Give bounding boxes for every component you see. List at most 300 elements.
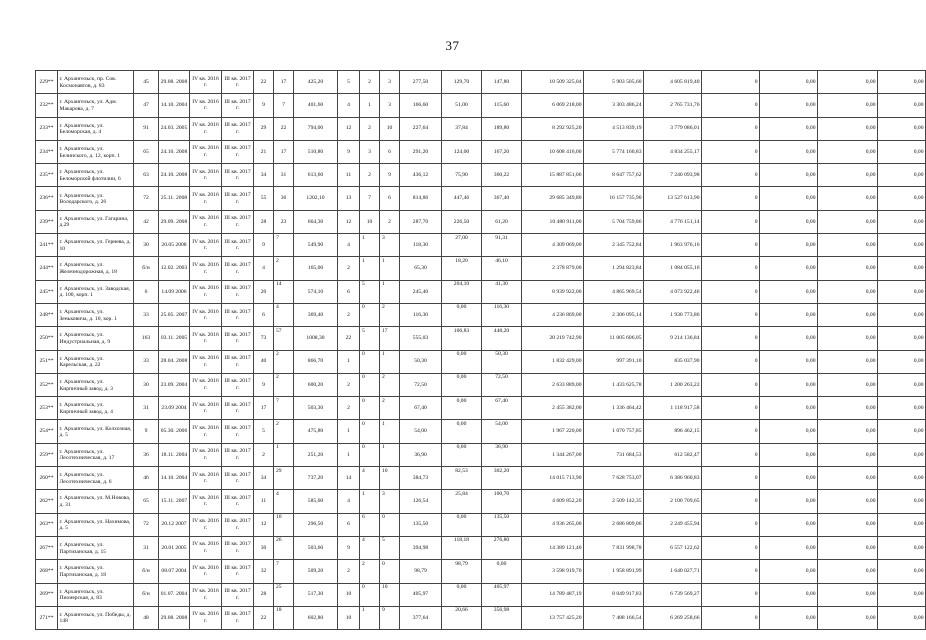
cell-c5: III кв. 2017 г. xyxy=(222,71,254,94)
cell-c11 xyxy=(380,373,400,396)
row-number: 248** xyxy=(36,303,58,326)
cell-c7-top: 25 xyxy=(276,584,282,591)
cell-c8: 517,30 xyxy=(294,583,338,606)
cell-c9: 2 xyxy=(338,560,360,583)
cell-c18: 0 xyxy=(702,257,760,280)
cell-c13-top: 98,79 xyxy=(455,560,468,567)
table-row xyxy=(36,234,926,257)
cell-c13-bottom xyxy=(442,598,481,605)
cell-c9: 1 xyxy=(338,443,360,466)
cell-c7-top: 10 xyxy=(276,514,282,521)
cell-c20: 0,00 xyxy=(818,117,878,140)
cell-c18: 0 xyxy=(702,117,760,140)
cell-c18: 0 xyxy=(702,560,760,583)
cell-c21: 0,00 xyxy=(878,140,926,163)
cell-c18: 0 xyxy=(702,234,760,257)
cell-c6: 28 xyxy=(254,210,274,233)
cell-c21: 0,00 xyxy=(878,397,926,420)
cell-c13-top: 0,00 xyxy=(456,584,467,591)
cell-c3: 01.07. 2004 xyxy=(159,583,190,606)
cell-c19: 0,00 xyxy=(760,71,818,94)
cell-c12: 65,30 xyxy=(400,257,442,280)
cell-c15: 8 292 925,20 xyxy=(522,117,584,140)
cell-c11-bottom xyxy=(380,342,399,349)
row-number: 267** xyxy=(36,536,58,559)
cell-c20: 0,00 xyxy=(818,606,878,629)
cell-c7-top: 57 xyxy=(276,327,282,334)
cell-c6: 30 xyxy=(254,536,274,559)
cell-c10 xyxy=(360,443,380,466)
cell-c17: 1 084 055,16 xyxy=(644,257,702,280)
cell-c5: III кв. 2017 г. xyxy=(222,583,254,606)
cell-c20: 0,00 xyxy=(818,187,878,210)
cell-c16: 731 684,53 xyxy=(584,443,644,466)
cell-c10: 3 xyxy=(360,140,380,163)
cell-c4: IV кв. 2016 г. xyxy=(190,303,222,326)
cell-c10: 1 xyxy=(360,94,380,117)
cell-c16: 7 488 166,54 xyxy=(584,606,644,629)
cell-c10-top: 1 xyxy=(362,490,365,497)
cell-c17: 1 963 976,16 xyxy=(644,234,702,257)
cell-c7: 7 xyxy=(274,94,294,117)
cell-c13-bottom xyxy=(442,622,481,629)
cell-c17: 1 200 263,22 xyxy=(644,373,702,396)
cell-c9: 14 xyxy=(338,467,360,490)
cell-c10 xyxy=(360,234,380,257)
cell-c14 xyxy=(482,420,522,443)
cell-c13-top: 118,18 xyxy=(453,537,470,544)
cell-c12: 72,50 xyxy=(400,373,442,396)
cell-c19: 0,00 xyxy=(760,257,818,280)
cell-c10-bottom xyxy=(360,528,379,535)
cell-c2: 30 xyxy=(134,373,159,396)
cell-c14-bottom xyxy=(482,295,521,302)
cell-c21: 0,00 xyxy=(878,94,926,117)
cell-c4: IV кв. 2016 г. xyxy=(190,327,222,350)
cell-c11-bottom xyxy=(380,319,399,326)
cell-c10-top: 1 xyxy=(362,234,365,241)
cell-c6: 55 xyxy=(254,187,274,210)
cell-c17: 835 037,90 xyxy=(644,350,702,373)
table-row xyxy=(36,327,926,350)
cell-c7-top: 2 xyxy=(276,351,279,358)
cell-c14-top: 91,31 xyxy=(495,234,508,241)
cell-c2: 6 xyxy=(134,280,159,303)
cell-c10-bottom xyxy=(360,342,379,349)
cell-c11-top: 2 xyxy=(382,374,385,381)
cell-c13-top: 0,00 xyxy=(456,514,467,521)
cell-c14-bottom xyxy=(482,435,521,442)
cell-c11-bottom xyxy=(380,622,399,629)
cell-c13-bottom xyxy=(442,272,481,279)
cell-c10-top: 0 xyxy=(362,351,365,358)
row-number: 244** xyxy=(36,257,58,280)
row-number: 234** xyxy=(36,140,58,163)
table-row xyxy=(36,117,926,140)
cell-c5: III кв. 2017 г. xyxy=(222,373,254,396)
cell-c14-bottom xyxy=(482,365,521,372)
table-row xyxy=(36,560,926,583)
cell-c11-top: 1 xyxy=(382,257,385,264)
cell-c13 xyxy=(442,443,482,466)
cell-c20: 0,00 xyxy=(818,257,878,280)
cell-c9: 13 xyxy=(338,187,360,210)
cell-c18: 0 xyxy=(702,164,760,187)
cell-c7-bottom xyxy=(274,342,293,349)
cell-c13-top: 20,66 xyxy=(455,607,468,614)
cell-c15: 10 480 911,00 xyxy=(522,210,584,233)
cell-c12: 814,86 xyxy=(400,187,442,210)
table-row xyxy=(36,513,926,536)
cell-c20: 0,00 xyxy=(818,140,878,163)
cell-c7-bottom xyxy=(274,365,293,372)
cell-c10-bottom xyxy=(360,295,379,302)
cell-c7-top: 29 xyxy=(276,467,282,474)
cell-c15: 14 389 121,40 xyxy=(522,536,584,559)
cell-c2: б/н xyxy=(134,583,159,606)
cell-c14-bottom xyxy=(482,459,521,466)
cell-c11-bottom xyxy=(380,272,399,279)
cell-c10-bottom xyxy=(360,598,379,605)
table-row xyxy=(36,71,926,94)
cell-c8: 369,40 xyxy=(294,303,338,326)
cell-c4: IV кв. 2016 г. xyxy=(190,210,222,233)
cell-c16: 4 513 839,19 xyxy=(584,117,644,140)
cell-c11 xyxy=(380,467,400,490)
cell-c3: 29.09. 2008 xyxy=(159,210,190,233)
address-cell: г. Архангельск, ул. Володарского, д. 26 xyxy=(58,187,134,210)
cell-c12: 166,60 xyxy=(400,94,442,117)
cell-c3: 20.01 2005 xyxy=(159,536,190,559)
cell-c14: 189,80 xyxy=(482,117,522,140)
cell-c14-bottom xyxy=(482,389,521,396)
cell-c9: 2 xyxy=(338,397,360,420)
cell-c18: 0 xyxy=(702,583,760,606)
address-cell: г. Архангельск, ул. Колхозная, д. 5 xyxy=(58,420,134,443)
cell-c14-top: 0,00 xyxy=(496,560,507,567)
cell-c11-bottom xyxy=(380,249,399,256)
address-cell: г. Архангельск, ул. Белинского, д. 12, корп. 1 xyxy=(58,140,134,163)
cell-c19: 0,00 xyxy=(760,117,818,140)
cell-c14: 167,20 xyxy=(482,140,522,163)
cell-c12: 555,03 xyxy=(400,327,442,350)
cell-c4: IV кв. 2016 г. xyxy=(190,350,222,373)
cell-c19: 0,00 xyxy=(760,94,818,117)
cell-c17: 1 640 027,71 xyxy=(644,560,702,583)
address-cell: г. Архангельск, ул. Гернева, д. 10 xyxy=(58,234,134,257)
cell-c13-top: 0,00 xyxy=(456,397,467,404)
cell-c7-bottom xyxy=(274,319,293,326)
cell-c3: 05.30. 2006 xyxy=(159,420,190,443)
cell-c12: 436,12 xyxy=(400,164,442,187)
cell-c12: 54,00 xyxy=(400,420,442,443)
cell-c18: 0 xyxy=(702,327,760,350)
cell-c13-bottom xyxy=(442,552,481,559)
cell-c19: 0,00 xyxy=(760,560,818,583)
cell-c10-bottom xyxy=(360,412,379,419)
table-row xyxy=(36,583,926,606)
cell-c3: 24.03. 2005 xyxy=(159,117,190,140)
cell-c14 xyxy=(482,303,522,326)
table-row xyxy=(36,467,926,490)
cell-c5: III кв. 2017 г. xyxy=(222,117,254,140)
cell-c6: 2 xyxy=(254,443,274,466)
table-row xyxy=(36,94,926,117)
cell-c8: 165,00 xyxy=(294,257,338,280)
row-number: 260** xyxy=(36,467,58,490)
cell-c3: 03.11. 2005 xyxy=(159,327,190,350)
cell-c14 xyxy=(482,560,522,583)
cell-c20: 0,00 xyxy=(818,94,878,117)
cell-c11 xyxy=(380,327,400,350)
cell-c10-top: 0 xyxy=(362,420,365,427)
cell-c14-bottom xyxy=(482,575,521,582)
cell-c8: 549,90 xyxy=(294,234,338,257)
cell-c6: 20 xyxy=(254,280,274,303)
cell-c2: 163 xyxy=(134,327,159,350)
cell-c7 xyxy=(274,606,294,629)
cell-c20: 0,00 xyxy=(818,280,878,303)
cell-c14 xyxy=(482,373,522,396)
cell-c8: 1008,30 xyxy=(294,327,338,350)
cell-c21: 0,00 xyxy=(878,234,926,257)
row-number: 245** xyxy=(36,280,58,303)
cell-c14 xyxy=(482,257,522,280)
cell-c8: 794,00 xyxy=(294,117,338,140)
cell-c16: 2 306 095,14 xyxy=(584,303,644,326)
cell-c15: 10 509 325,04 xyxy=(522,71,584,94)
cell-c10 xyxy=(360,280,380,303)
cell-c2: 72 xyxy=(134,187,159,210)
cell-c13: 75,90 xyxy=(442,164,482,187)
cell-c20: 0,00 xyxy=(818,397,878,420)
cell-c14: 61,20 xyxy=(482,210,522,233)
cell-c13-top: 82,53 xyxy=(455,467,468,474)
cell-c14-bottom xyxy=(482,319,521,326)
cell-c7-bottom xyxy=(274,249,293,256)
cell-c17: 6 739 569,27 xyxy=(644,583,702,606)
cell-c16: 8 647 757,62 xyxy=(584,164,644,187)
table-row xyxy=(36,280,926,303)
cell-c11-top: 17 xyxy=(382,327,388,334)
cell-c4: IV кв. 2016 г. xyxy=(190,140,222,163)
cell-c4: IV кв. 2016 г. xyxy=(190,420,222,443)
cell-c9: 2 xyxy=(338,303,360,326)
cell-c13: 37,84 xyxy=(442,117,482,140)
cell-c7-bottom xyxy=(274,389,293,396)
cell-c4: IV кв. 2016 г. xyxy=(190,94,222,117)
cell-c11: 6 xyxy=(380,187,400,210)
cell-c7-top: 26 xyxy=(276,537,282,544)
cell-c9: 1 xyxy=(338,350,360,373)
cell-c21: 0,00 xyxy=(878,467,926,490)
cell-c2: 31 xyxy=(134,397,159,420)
cell-c10-bottom xyxy=(360,459,379,466)
cell-c13 xyxy=(442,490,482,513)
cell-c10: 2 xyxy=(360,71,380,94)
cell-c17: 4 605 819,40 xyxy=(644,71,702,94)
cell-c10-top: 0 xyxy=(362,374,365,381)
cell-c2: 91 xyxy=(134,117,159,140)
cell-c13-bottom xyxy=(442,389,481,396)
cell-c18: 0 xyxy=(702,350,760,373)
cell-c18: 0 xyxy=(702,140,760,163)
cell-c18: 0 xyxy=(702,303,760,326)
address-cell: г. Архангельск, ул. Партизанская, д. 15 xyxy=(58,536,134,559)
cell-c14-bottom xyxy=(482,528,521,535)
cell-c3: 24.10. 2008 xyxy=(159,164,190,187)
cell-c16: 2 345 752,84 xyxy=(584,234,644,257)
cell-c12: 227,64 xyxy=(400,117,442,140)
cell-c15: 2 378 879,00 xyxy=(522,257,584,280)
cell-c10-bottom xyxy=(360,552,379,559)
cell-c11-bottom xyxy=(380,505,399,512)
cell-c14 xyxy=(482,443,522,466)
cell-c11 xyxy=(380,234,400,257)
cell-c16: 997 391,10 xyxy=(584,350,644,373)
cell-c11-bottom xyxy=(380,482,399,489)
cell-c11-top: 1 xyxy=(382,351,385,358)
cell-c13 xyxy=(442,583,482,606)
cell-c11-bottom xyxy=(380,365,399,372)
cell-c12: 36,90 xyxy=(400,443,442,466)
address-cell: г. Архангельск, ул. Карельская, д. 22 xyxy=(58,350,134,373)
cell-c8: 602,80 xyxy=(294,606,338,629)
cell-c14-bottom xyxy=(482,622,521,629)
cell-c14-bottom xyxy=(482,598,521,605)
cell-c5: III кв. 2017 г. xyxy=(222,606,254,629)
cell-c11-top: 3 xyxy=(382,490,385,497)
cell-c14-top: 302,20 xyxy=(493,467,510,474)
cell-c10-top: 4 xyxy=(362,537,365,544)
cell-c7 xyxy=(274,560,294,583)
table-row xyxy=(36,397,926,420)
cell-c7-top: 2 xyxy=(276,420,279,427)
cell-c10 xyxy=(360,606,380,629)
cell-c16: 1 070 757,85 xyxy=(584,420,644,443)
cell-c5: III кв. 2017 г. xyxy=(222,560,254,583)
address-cell: г. Архангельск, ул. Зеньковича, д. 10, кор. 1 xyxy=(58,303,134,326)
cell-c9: 11 xyxy=(338,164,360,187)
cell-c14 xyxy=(482,606,522,629)
cell-c5: III кв. 2017 г. xyxy=(222,210,254,233)
cell-c19: 0,00 xyxy=(760,140,818,163)
row-number: 254** xyxy=(36,420,58,443)
cell-c8: 585,60 xyxy=(294,490,338,513)
table-row xyxy=(36,303,926,326)
table-body xyxy=(36,71,926,630)
cell-c9: 2 xyxy=(338,373,360,396)
cell-c10-bottom xyxy=(360,482,379,489)
cell-c15: 29 685 349,80 xyxy=(522,187,584,210)
cell-c9: 6 xyxy=(338,513,360,536)
cell-c7: 31 xyxy=(274,164,294,187)
address-cell: г. Архангельск, ул. Заводская, д. 100, корп. 1 xyxy=(58,280,134,303)
cell-c21: 0,00 xyxy=(878,490,926,513)
cell-c7-top: 18 xyxy=(276,607,282,614)
cell-c20: 0,00 xyxy=(818,373,878,396)
cell-c7-top: 1 xyxy=(276,444,279,451)
cell-c10-top: 4 xyxy=(362,467,365,474)
cell-c14 xyxy=(482,350,522,373)
address-cell: г. Архангельск, ул. Партизанская, д. 18 xyxy=(58,560,134,583)
cell-c16: 8 049 917,83 xyxy=(584,583,644,606)
cell-c20: 0,00 xyxy=(818,420,878,443)
cell-c11: 9 xyxy=(380,164,400,187)
cell-c7-top: 2 xyxy=(276,374,279,381)
cell-c16: 5 903 505,60 xyxy=(584,71,644,94)
cell-c6: 22 xyxy=(254,606,274,629)
cell-c19: 0,00 xyxy=(760,280,818,303)
cell-c14-bottom xyxy=(482,342,521,349)
cell-c14-top: 448,20 xyxy=(493,327,510,334)
cell-c3: 14.09 2006 xyxy=(159,280,190,303)
cell-c5: III кв. 2017 г. xyxy=(222,420,254,443)
cell-c18: 0 xyxy=(702,420,760,443)
cell-c21: 0,00 xyxy=(878,536,926,559)
cell-c17: 9 214 136,84 xyxy=(644,327,702,350)
cell-c13 xyxy=(442,327,482,350)
cell-c11 xyxy=(380,583,400,606)
cell-c7-top: 14 xyxy=(276,281,282,288)
cell-c3: 08.07 2004 xyxy=(159,560,190,583)
cell-c7: 22 xyxy=(274,117,294,140)
cell-c19: 0,00 xyxy=(760,303,818,326)
cell-c9: 22 xyxy=(338,327,360,350)
cell-c12: 50,30 xyxy=(400,350,442,373)
cell-c9: 4 xyxy=(338,234,360,257)
cell-c2: 30 xyxy=(134,234,159,257)
cell-c3: 20.05 2008 xyxy=(159,234,190,257)
cell-c11-top: 5 xyxy=(382,537,385,544)
cell-c18: 0 xyxy=(702,490,760,513)
cell-c15: 3 598 919,70 xyxy=(522,560,584,583)
cell-c15: 4 309 069,00 xyxy=(522,234,584,257)
cell-c13 xyxy=(442,280,482,303)
cell-c4: IV кв. 2016 г. xyxy=(190,257,222,280)
cell-c6: 28 xyxy=(254,583,274,606)
cell-c5: III кв. 2017 г. xyxy=(222,513,254,536)
cell-c7: 17 xyxy=(274,71,294,94)
cell-c14 xyxy=(482,490,522,513)
cell-c15: 14 789 487,19 xyxy=(522,583,584,606)
cell-c11-bottom xyxy=(380,528,399,535)
cell-c2: 47 xyxy=(134,94,159,117)
cell-c14: 147,80 xyxy=(482,71,522,94)
cell-c11-top: 1 xyxy=(382,444,385,451)
cell-c17: 6 557 122,62 xyxy=(644,536,702,559)
cell-c15: 1 832 429,00 xyxy=(522,350,584,373)
cell-c21: 0,00 xyxy=(878,187,926,210)
cell-c17: 6 386 960,83 xyxy=(644,467,702,490)
cell-c17: 612 582,47 xyxy=(644,443,702,466)
cell-c4: IV кв. 2016 г. xyxy=(190,606,222,629)
cell-c11 xyxy=(380,513,400,536)
cell-c17: 6 269 258,66 xyxy=(644,606,702,629)
cell-c11-bottom xyxy=(380,575,399,582)
cell-c5: III кв. 2017 г. xyxy=(222,443,254,466)
cell-c16: 11 005 606,05 xyxy=(584,327,644,350)
address-cell: г. Архангельск, ул. Железнодорожная, д. 18 xyxy=(58,257,134,280)
cell-c13-bottom xyxy=(442,249,481,256)
cell-c19: 0,00 xyxy=(760,373,818,396)
cell-c15: 8 939 922,00 xyxy=(522,280,584,303)
cell-c3: 14.10. 2004 xyxy=(159,467,190,490)
cell-c13-top: 25,84 xyxy=(455,490,468,497)
cell-c18: 0 xyxy=(702,397,760,420)
address-cell: г. Архангельск, ул. Победы, д. 148 xyxy=(58,606,134,629)
cell-c13-bottom xyxy=(442,575,481,582)
